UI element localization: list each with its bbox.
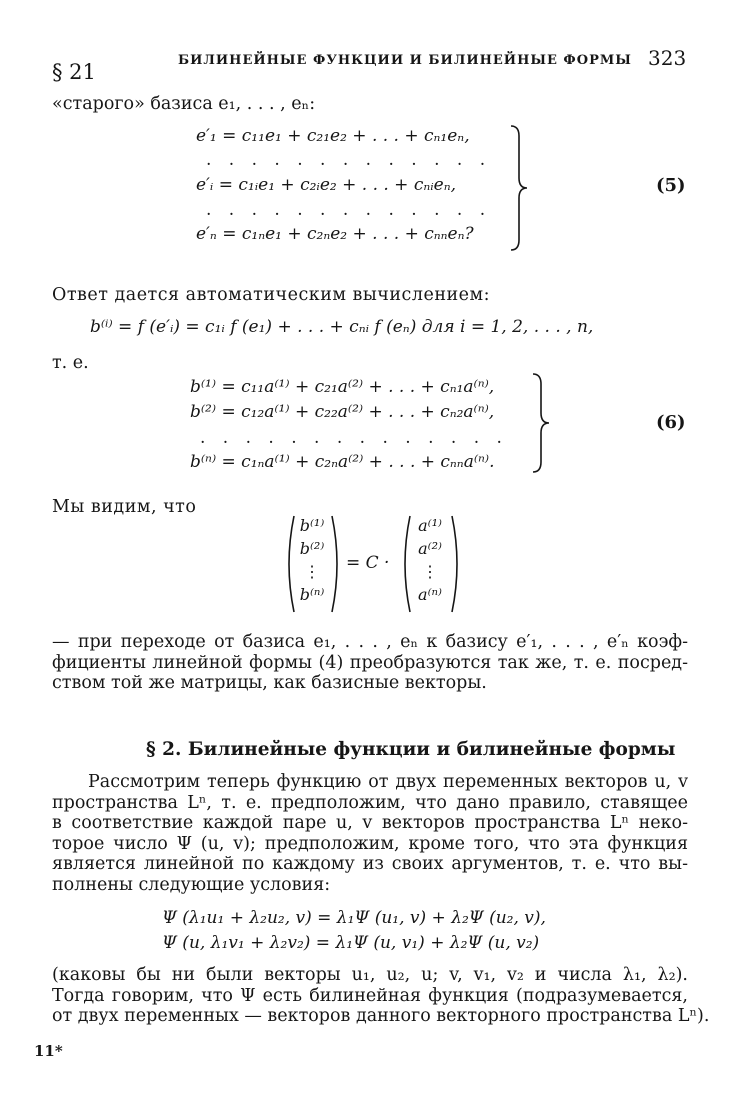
closing-paragraph	[52, 965, 710, 1027]
main-paragraph	[52, 772, 688, 895]
matrix-c-operator: = C ·	[346, 553, 390, 573]
main-line-4: торое число Ψ (u, v); предположим, кроме того, что эта функция	[52, 833, 688, 854]
vector-a-entry-n: a⁽ⁿ⁾	[418, 585, 442, 604]
closing-line-3: от двух переменных — векторов данного векторного пространства Lⁿ).	[52, 1006, 710, 1026]
system6-row-1: b⁽¹⁾ = c₁₁a⁽¹⁾ + c₂₁a⁽²⁾ + . . . + cₙ₁a⁽ⁿ⁾,	[190, 377, 495, 397]
transition-line-1: — при переходе от базиса e₁, . . . , eₙ к базису e′₁, . . . , e′ₙ коэф-	[52, 632, 688, 652]
condition-1: Ψ (λ₁u₁ + λ₂u₂, v) = λ₁Ψ (u₁, v) + λ₂Ψ (u₂, v),	[162, 908, 546, 928]
main-line-6: полнены следующие условия:	[52, 874, 331, 895]
system6-dots: . . . . . . . . . . . . . .	[200, 428, 508, 448]
main-line-3: в соответствие каждой паре u, v векторов пространства Lⁿ неко-	[52, 813, 688, 833]
vector-b-entry-n: b⁽ⁿ⁾	[299, 585, 325, 604]
vector-a-entry-dots: ⋮	[422, 562, 438, 581]
signature-mark: 11*	[34, 1042, 63, 1060]
system5-row-i: e′ᵢ = c₁ᵢe₁ + c₂ᵢe₂ + . . . + cₙᵢeₙ,	[196, 175, 457, 195]
system5-row-n: e′ₙ = c₁ₙe₁ + c₂ₙe₂ + . . . + cₙₙeₙ?	[196, 224, 474, 244]
header-page-number: 323	[648, 46, 687, 70]
closing-line-1: (каковы бы ни были векторы u₁, u₂, u; v, v₁, v₂ и числа λ₁, λ₂).	[52, 965, 688, 985]
closing-line-2: Тогда говорим, что Ψ есть билинейная функция (подразумевается,	[52, 985, 688, 1006]
vector-b-entry-2: b⁽²⁾	[299, 539, 325, 558]
transition-line-2: фициенты линейной формы (4) преобразуются так же, т. е. посред-	[52, 652, 688, 673]
system6-row-n: b⁽ⁿ⁾ = c₁ₙa⁽¹⁾ + c₂ₙa⁽²⁾ + . . . + cₙₙa⁽ⁿ⁾.	[190, 452, 495, 472]
header-section-number: § 21	[52, 60, 96, 84]
vector-a	[410, 514, 450, 606]
equation-number-6: (6)	[656, 412, 686, 433]
system5-dots-2: . . . . . . . . . . . . .	[206, 200, 492, 220]
vector-b	[294, 514, 330, 606]
system5-right-brace	[508, 124, 530, 252]
header-running-title: БИЛИНЕЙНЫЕ ФУНКЦИИ И БИЛИНЕЙНЫЕ ФОРМЫ	[178, 53, 632, 68]
system5-row-1: e′₁ = c₁₁e₁ + c₂₁e₂ + . . . + cₙ₁eₙ,	[196, 126, 470, 146]
vector-a-entry-1: a⁽¹⁾	[418, 516, 442, 535]
left-vector-close-paren	[330, 514, 344, 614]
main-line-5: является линейной по каждому из своих аргументов, т. е. что вы-	[52, 854, 688, 874]
condition-2: Ψ (u, λ₁v₁ + λ₂v₂) = λ₁Ψ (u, v₁) + λ₂Ψ (u, v₂)	[162, 933, 540, 953]
system5-dots-1: . . . . . . . . . . . . .	[206, 150, 492, 170]
main-line-1: Рассмотрим теперь функцию от двух переменных векторов u, v	[88, 772, 688, 792]
vector-b-entry-1: b⁽¹⁾	[299, 516, 325, 535]
right-vector-close-paren	[450, 514, 464, 614]
system6-row-2: b⁽²⁾ = c₁₂a⁽¹⁾ + c₂₂a⁽²⁾ + . . . + cₙ₂a⁽ⁿ⁾,	[190, 402, 495, 422]
answer-line: Ответ дается автоматическим вычислением:	[52, 285, 491, 305]
transition-paragraph	[52, 632, 688, 694]
we-see-line: Мы видим, что	[52, 497, 197, 517]
vector-a-entry-2: a⁽²⁾	[418, 539, 442, 558]
section-heading: § 2. Билинейные функции и билинейные формы	[146, 739, 676, 760]
system6-right-brace	[530, 372, 552, 474]
vector-b-entry-dots: ⋮	[304, 562, 320, 581]
formula-b-i: b⁽ⁱ⁾ = f (e′ᵢ) = c₁ᵢ f (e₁) + . . . + cₙᵢ f (eₙ) для i = 1, 2, . . . , n,	[90, 317, 594, 337]
equation-number-5: (5)	[656, 175, 686, 196]
intro-line: «старого» базиса e₁, . . . , eₙ:	[52, 94, 316, 114]
transition-line-3: ством той же матрицы, как базисные векторы.	[52, 673, 487, 693]
ie-label: т. е.	[52, 353, 89, 373]
main-line-2: пространства Lⁿ, т. е. предположим, что дано правило, ставящее	[52, 792, 688, 813]
